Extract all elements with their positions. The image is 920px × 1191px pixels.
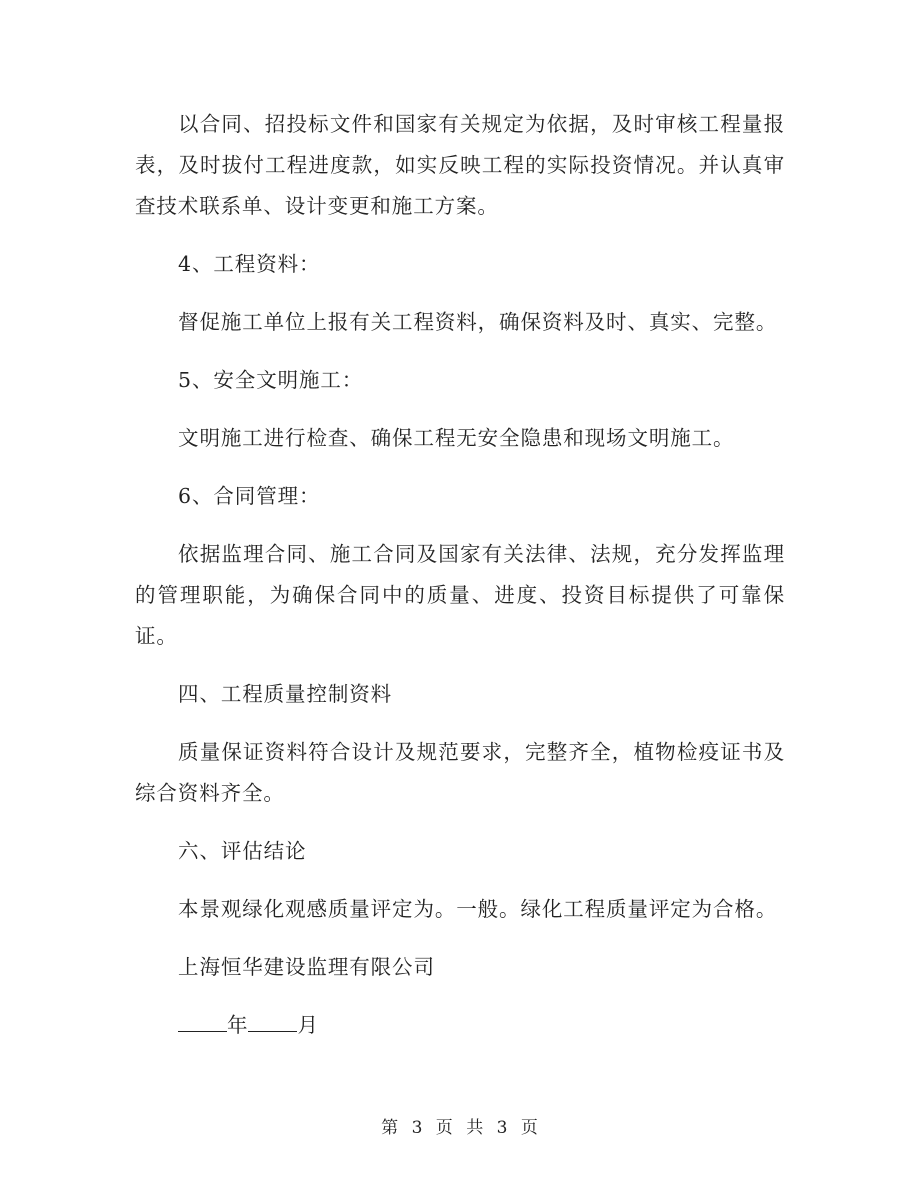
heading-evaluation-conclusion: 六、评估结论 — [178, 839, 307, 863]
heading-quality-control-data: 四、工程质量控制资料 — [178, 682, 393, 706]
paragraph-contract-management: 依据监理合同、施工合同及国家有关法律、法规，充分发挥监理的管理职能，为确保合同中的质量、进度、投资目标提供了可靠保证。 — [135, 542, 785, 648]
paragraph-engineering-data: 督促施工单位上报有关工程资料，确保资料及时、真实、完整。 — [178, 310, 778, 334]
paragraph-evaluation-conclusion: 本景观绿化观感质量评定为。一般。绿化工程质量评定为合格。 — [178, 897, 778, 921]
date-line — [135, 1005, 785, 1046]
company-signature: 上海恒华建设监理有限公司 — [178, 955, 435, 979]
page-number-footer: 第 3 页 共 3 页 — [381, 1118, 539, 1138]
heading-safety-civilized-construction: 5、安全文明施工： — [178, 368, 364, 392]
heading-contract-management: 6、合同管理： — [178, 484, 321, 508]
paragraph-quality-control-data: 质量保证资料符合设计及规范要求，完整齐全，植物检疫证书及综合资料齐全。 — [135, 740, 785, 805]
heading-engineering-data: 4、工程资料： — [178, 252, 321, 276]
paragraph-investment-control: 以合同、招投标文件和国家有关规定为依据，及时审核工程量报表，及时拔付工程进度款，如实反映工程的实际投资情况。并认真审查技术联系单、设计变更和施工方案。 — [135, 112, 785, 218]
paragraph-safety-civilized-construction: 文明施工进行检查、确保工程无安全隐患和现场文明施工。 — [178, 426, 735, 450]
month-label: 月 — [297, 1013, 319, 1037]
year-blank — [178, 1013, 227, 1032]
year-label: 年 — [227, 1013, 249, 1037]
document-body — [135, 104, 785, 1063]
month-blank — [248, 1013, 297, 1032]
